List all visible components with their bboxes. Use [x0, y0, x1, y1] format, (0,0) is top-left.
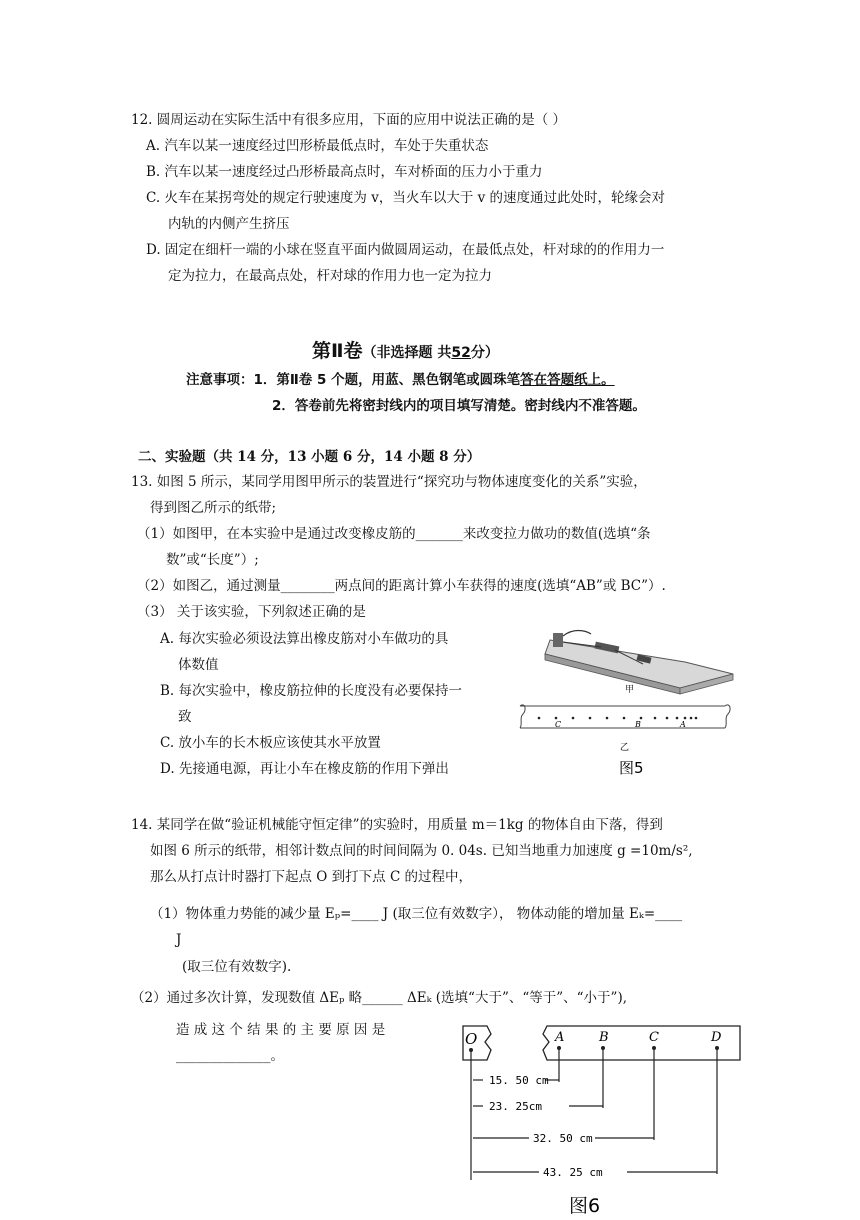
q14-part2-line2: 造 成 这 个 结 果 的 主 要 原 因 是: [176, 1022, 386, 1038]
fig6-caption: 图6: [569, 1195, 601, 1216]
q13-part1-line1: （1）如图甲，在本实验中是通过改变橡皮筋的_______来改变拉力做功的数值(选填“条: [137, 526, 651, 542]
q14-part2-line3: ______________。: [176, 1048, 284, 1064]
tape-point-b: B: [635, 720, 641, 729]
fig5-label-yi: 乙: [620, 743, 630, 753]
tape-point-c: C: [555, 720, 562, 729]
q14-part1-line2: J: [176, 932, 182, 948]
fig5-caption: 图5: [619, 759, 644, 777]
notice1-a: 1．第Ⅱ卷 5 个题，用蓝、黑色钢笔或圆珠笔: [253, 372, 521, 388]
part2-title-end: 分）: [470, 345, 499, 361]
fig6-point-b: B: [599, 1030, 609, 1045]
q12-stem: 12. 圆周运动在实际生活中有很多应用，下面的应用中说法正确的是（ ）: [131, 112, 567, 128]
q12-option-c-line1: C. 火车在某拐弯处的规定行驶速度为 v，当火车以大于 v 的速度通过此处时，轮缘会对: [146, 190, 666, 206]
part2-title-score: 52: [451, 345, 471, 361]
q13-part3: （3） 关于该实验，下列叙述正确的是: [137, 604, 366, 620]
q13-option-c: C. 放小车的长木板应该使其水平放置: [160, 735, 381, 751]
q12-option-b: B. 汽车以某一速度经过凸形桥最高点时，车对桥面的压力小于重力: [146, 164, 543, 180]
measurement-lines: [471, 1048, 717, 1180]
paper-tape: [520, 705, 730, 728]
q12-option-a: A. 汽车以某一速度经过凹形桥最低点时，车处于失重状态: [146, 138, 489, 154]
notice-line1: [186, 372, 615, 388]
q13-part2: （2）如图乙，通过测量________两点间的距离计算小车获得的速度(选填“AB”或 BC”）.: [137, 578, 666, 594]
part2-title-paren: （非选择题 共: [362, 345, 452, 361]
notice-label: 注意事项：: [186, 372, 254, 388]
q12-option-d-line1: D. 固定在细杆一端的小球在竖直平面内做圆周运动，在最低点处，杆对球的的作用力一: [146, 242, 665, 258]
fig6-point-a: A: [555, 1030, 565, 1045]
part2-title: [312, 340, 499, 363]
board-apparatus: [545, 631, 733, 695]
q12-option-d-line2: 定为拉力，在最高点处，杆对球的作用力也一定为拉力: [168, 268, 492, 284]
q13-stem-line2: 得到图乙所示的纸带;: [150, 500, 277, 516]
q13-stem-line1: 13. 如图 5 所示，某同学用图甲所示的装置进行“探究功与物体速度变化的关系”实验，: [131, 474, 647, 490]
notice-line2: 2．答卷前先将密封线内的项目填写清楚。密封线内不准答题。: [272, 398, 646, 414]
fig6-point-o: O: [465, 1030, 478, 1048]
q13-option-a-line2: 体数值: [178, 657, 219, 673]
fig6-point-d: D: [711, 1030, 722, 1045]
q14-part2-line1: （2）通过多次计算，发现数值 ΔEₚ 略______ ΔEₖ (选填“大于”、“等于”、“小于”),: [131, 990, 628, 1006]
figure-5: [515, 620, 740, 790]
tape-point-a: A: [680, 720, 686, 729]
q13-part1-line2: 数”或“长度”）;: [166, 552, 259, 568]
fig6-point-c: C: [649, 1030, 659, 1045]
section2-heading: 二、实验题（共 14 分，13 小题 6 分，14 小题 8 分）: [138, 449, 481, 465]
fig5-label-jia: 甲: [625, 685, 635, 695]
fig6-dist-oa: 15. 50 cm: [489, 1074, 549, 1087]
q12-option-c-line2: 内轨的内侧产生挤压: [168, 216, 290, 232]
figure-5-drawing: [515, 620, 740, 790]
fig6-dist-od: 43. 25 cm: [543, 1166, 603, 1179]
figure-6: [455, 1020, 755, 1216]
q14-stem-line1: 14. 某同学在做“验证机械能守恒定律”的实验时，用质量 m＝1kg 的物体自由下落，得到: [131, 817, 663, 833]
q13-option-d: D. 先接通电源，再让小车在橡皮筋的作用下弹出: [160, 761, 449, 777]
q13-option-b-line1: B. 每次实验中，橡皮筋拉伸的长度没有必要保持一: [160, 683, 463, 699]
part2-title-main: 第Ⅱ卷: [312, 340, 363, 362]
q13-option-b-line2: 致: [178, 709, 192, 725]
fig6-dist-ob: 23. 25cm: [489, 1100, 542, 1113]
figure-6-drawing: [455, 1020, 755, 1216]
fig6-dist-oc: 32. 50 cm: [533, 1132, 593, 1145]
q14-stem-line3: 那么从打点计时器打下起点 O 到打下点 C 的过程中，: [150, 869, 473, 885]
q14-part1-line3: (取三位有效数字).: [182, 959, 292, 975]
q13-option-a-line1: A. 每次实验必须设法算出橡皮筋对小车做功的具: [160, 631, 449, 647]
q14-stem-line2: 如图 6 所示的纸带，相邻计数点间的时间间隔为 0. 04s. 已知当地重力加速度 g =10m/s²,: [150, 843, 693, 859]
notice1-b: 答在答题纸上。: [520, 372, 615, 388]
q14-part1-line1: （1）物体重力势能的减少量 Eₚ=____ J (取三位有效数字）， 物体动能的增加量 Eₖ=____: [150, 906, 683, 922]
